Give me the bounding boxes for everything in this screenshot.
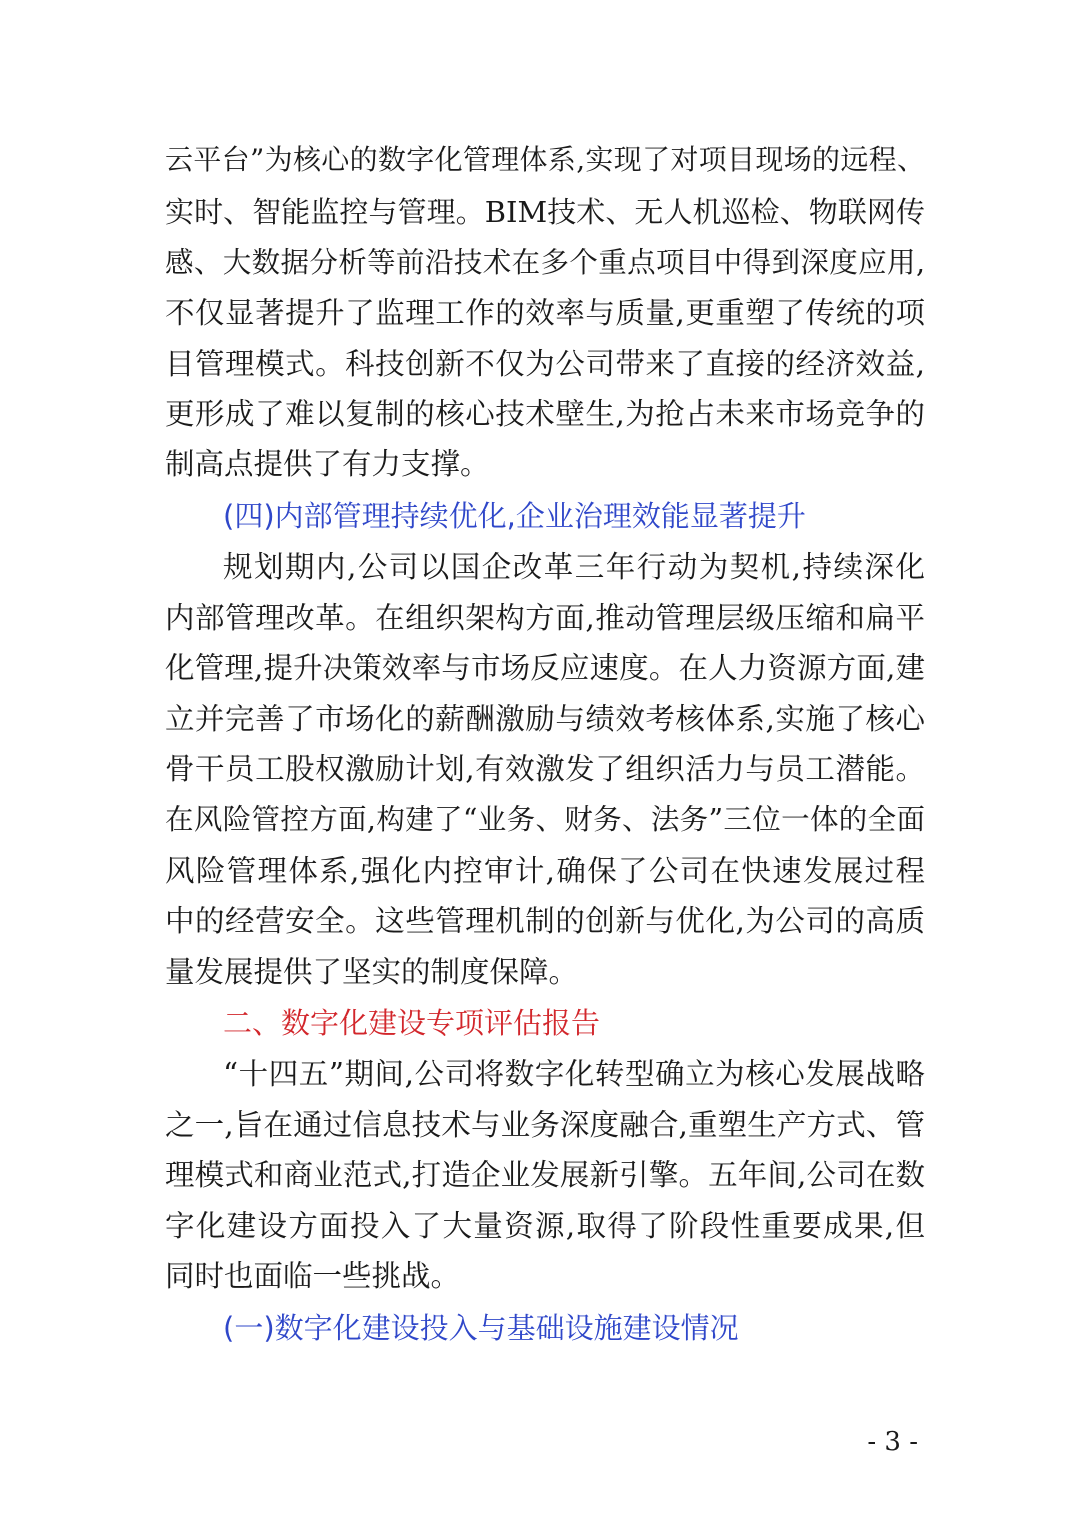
paragraph-line: 量发展提供了坚实的制度保障。 [165, 955, 579, 989]
section-title-2: 二、数字化建设专项评估报告 [223, 1006, 601, 1040]
paragraph-line: 感、大数据分析等前沿技术在多个重点项目中得到深度应用, [165, 246, 925, 279]
section-heading-1: (一)数字化建设投入与基础设施建设情况 [223, 1311, 739, 1345]
paragraph-line: “十四五”期间,公司将数字化转型确立为核心发展战略 [223, 1057, 925, 1091]
paragraph-line: 目管理模式。科技创新不仅为公司带来了直接的经济效益, [165, 347, 925, 381]
paragraph-line: 骨干员工股权激励计划,有效激发了组织活力与员工潜能。 [165, 752, 925, 786]
paragraph-line: 实时、智能监控与管理。BIM技术、无人机巡检、物联网传 [165, 195, 925, 229]
paragraph-line: 云平台”为核心的数字化管理体系,实现了对项目现场的远程、 [165, 143, 925, 176]
page-number: - 3 - [867, 1427, 918, 1457]
paragraph-line: 规划期内,公司以国企改革三年行动为契机,持续深化 [223, 550, 925, 584]
paragraph-line: 化管理,提升决策效率与市场反应速度。在人力资源方面,建 [165, 651, 925, 685]
paragraph-line: 更形成了难以复制的核心技术壁生,为抢占未来市场竞争的 [165, 397, 925, 431]
paragraph-line: 之一,旨在通过信息技术与业务深度融合,重塑生产方式、管 [165, 1108, 925, 1142]
section-heading-4: (四)内部管理持续优化,企业治理效能显著提升 [223, 499, 806, 533]
paragraph-line: 不仅显著提升了监理工作的效率与质量,更重塑了传统的项 [165, 296, 925, 330]
paragraph-line: 风险管理体系,强化内控审计,确保了公司在快速发展过程 [165, 854, 925, 888]
paragraph-line: 制高点提供了有力支撑。 [165, 447, 490, 481]
paragraph-line: 中的经营安全。这些管理机制的创新与优化,为公司的高质 [165, 904, 925, 938]
paragraph-line: 同时也面临一些挑战。 [165, 1259, 461, 1293]
paragraph-line: 立并完善了市场化的薪酬激励与绩效考核体系,实施了核心 [165, 702, 925, 736]
paragraph-line: 在风险管控方面,构建了“业务、财务、法务”三位一体的全面 [165, 803, 925, 836]
paragraph-line: 理模式和商业范式,打造企业发展新引擎。五年间,公司在数 [165, 1158, 925, 1192]
paragraph-line: 内部管理改革。在组织架构方面,推动管理层级压缩和扁平 [165, 601, 925, 635]
paragraph-line: 字化建设方面投入了大量资源,取得了阶段性重要成果,但 [165, 1209, 925, 1243]
